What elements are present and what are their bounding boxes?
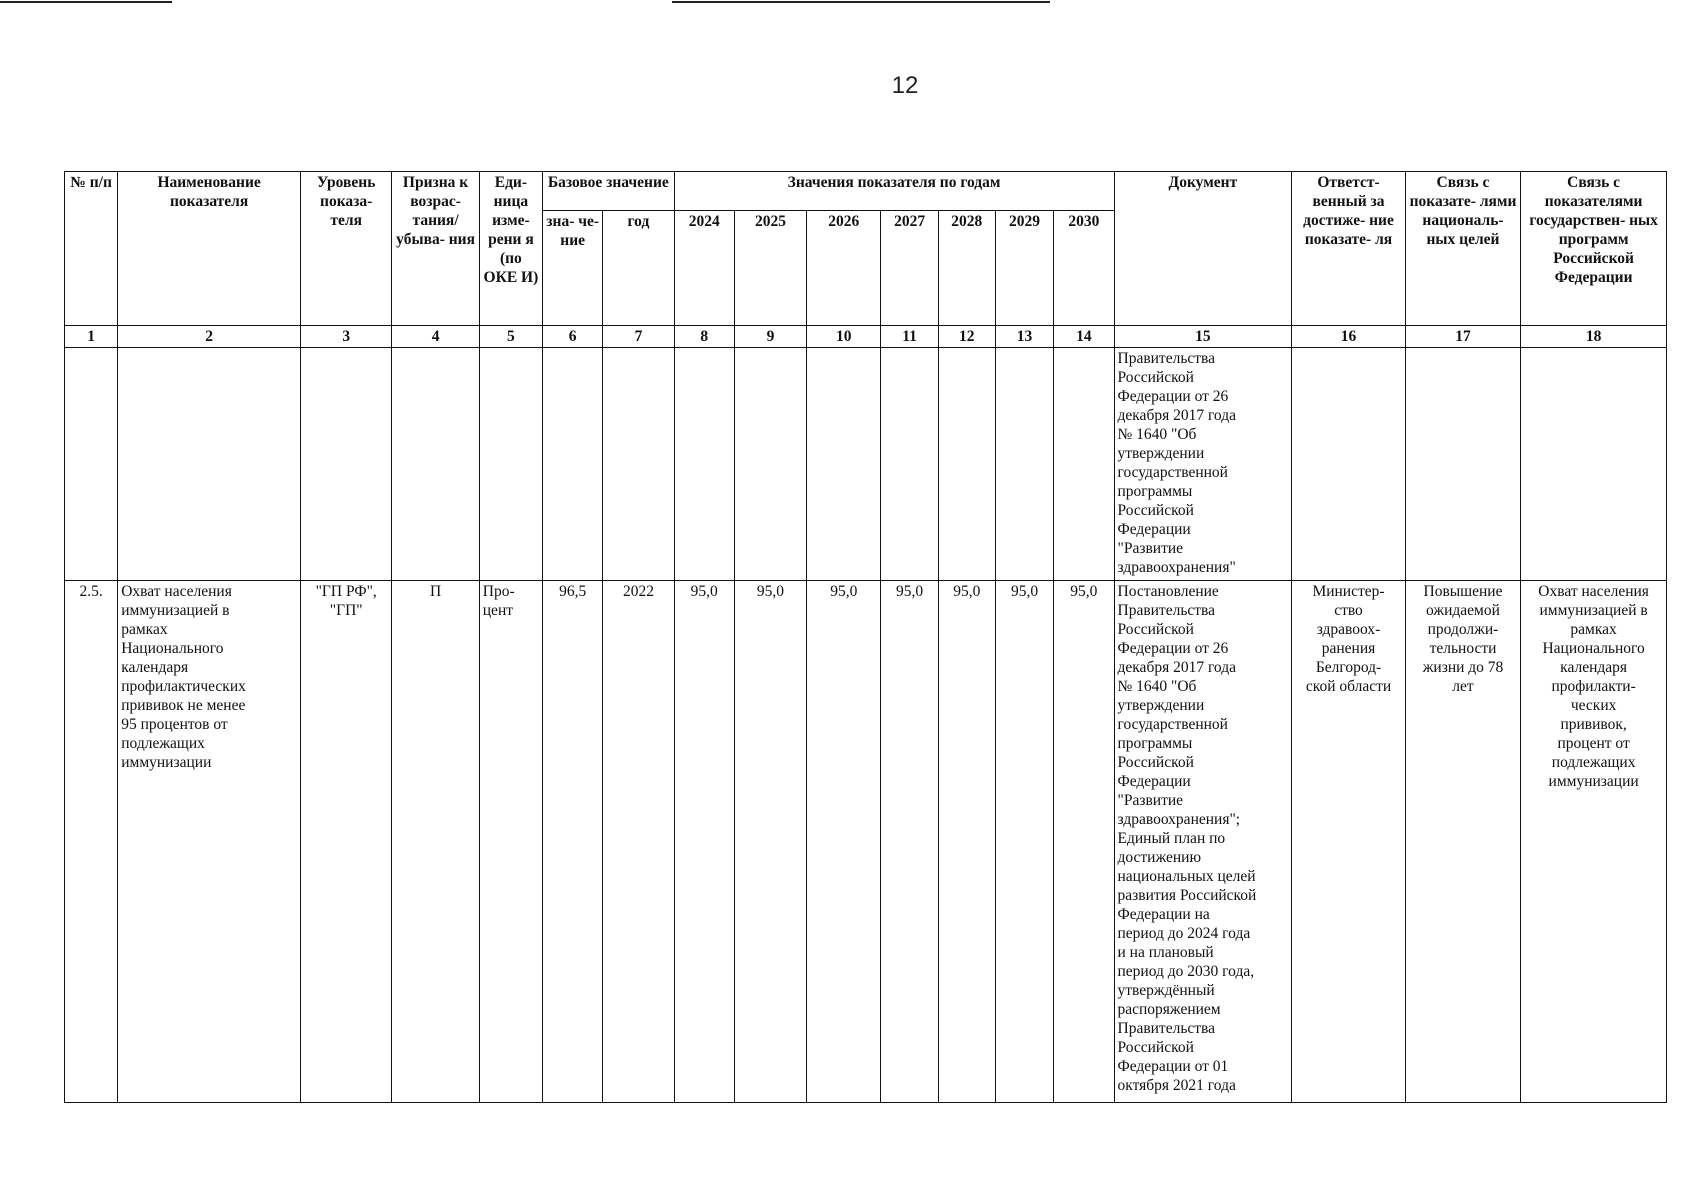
row-unit: Про- цент xyxy=(479,581,542,1103)
row-base-year: 2022 xyxy=(603,581,674,1103)
row-base-value: 96,5 xyxy=(543,581,603,1103)
row-name: Охват населения иммунизацией в рамках Национального календаря профилактических прививок не менее 95 процентов от подлежащих иммунизации xyxy=(118,581,301,1103)
row-state: Охват населения иммунизацией в рамках Национального календаря профилакти- ческих прививок, процент от подлежащих иммунизации xyxy=(1521,581,1667,1103)
column-number: 4 xyxy=(392,326,479,348)
header-year: 2025 xyxy=(734,211,806,326)
row-value: 95,0 xyxy=(881,581,938,1103)
row-level xyxy=(301,348,392,581)
row-value xyxy=(881,348,938,581)
column-number: 5 xyxy=(479,326,542,348)
row-base-value xyxy=(543,348,603,581)
column-number: 14 xyxy=(1054,326,1114,348)
column-number: 3 xyxy=(301,326,392,348)
row-value: 95,0 xyxy=(995,581,1053,1103)
column-number: 8 xyxy=(674,326,734,348)
column-number: 1 xyxy=(65,326,118,348)
header-col-responsible: Ответст- венный за достиже- ние показате- ля xyxy=(1292,172,1405,326)
table-row-continuation xyxy=(65,348,1667,581)
header-col-unit: Еди- ница изме- рени я (по ОКЕ И) xyxy=(479,172,542,326)
row-document: Правительства Российской Федерации от 26 декабря 2017 года № 1640 "Об утверждении государственной программы Российской Федерации "Развитие здравоохранения" xyxy=(1114,348,1292,581)
header-col-national: Связь с показате- лями националь- ных целей xyxy=(1405,172,1520,326)
column-number: 7 xyxy=(603,326,674,348)
row-level: "ГП РФ", "ГП" xyxy=(301,581,392,1103)
row-state xyxy=(1521,348,1667,581)
column-number: 17 xyxy=(1405,326,1520,348)
scan-edge-line-center xyxy=(672,1,1050,3)
header-year: 2028 xyxy=(938,211,995,326)
header-col-sign: Призна к возрас- тания/ убыва- ния xyxy=(392,172,479,326)
column-number: 2 xyxy=(118,326,301,348)
header-col-document: Документ xyxy=(1114,172,1292,326)
row-responsible xyxy=(1292,348,1405,581)
column-number: 10 xyxy=(807,326,881,348)
table-row-2-5 xyxy=(65,581,1667,1103)
column-number: 13 xyxy=(995,326,1053,348)
row-sign: П xyxy=(392,581,479,1103)
header-row xyxy=(65,172,1667,211)
row-value xyxy=(995,348,1053,581)
header-base-group: Базовое значение xyxy=(543,172,675,211)
header-base-value: зна- че- ние xyxy=(543,211,603,326)
row-value: 95,0 xyxy=(674,581,734,1103)
row-value: 95,0 xyxy=(1054,581,1114,1103)
header-col-num: № п/п xyxy=(65,172,118,326)
header-base-year: год xyxy=(603,211,674,326)
row-document: Постановление Правительства Российской Федерации от 26 декабря 2017 года № 1640 "Об утверждении государственной программы Российской Федерации "Развитие здравоохранения"; Единый план по достижению национальных целей развития Российской Федерации на период до 2024 года и на плановый период до 2030 года, утверждённый распоряжением Правительства Российской Федерации от 01 октября 2021 года xyxy=(1114,581,1292,1103)
header-year: 2029 xyxy=(995,211,1053,326)
scan-edge-line-left xyxy=(0,1,172,3)
row-sign xyxy=(392,348,479,581)
row-responsible: Министер- ство здравоох- ранения Белгород- ской области xyxy=(1292,581,1405,1103)
indicators-table xyxy=(64,171,1667,1103)
row-num xyxy=(65,348,118,581)
column-number: 12 xyxy=(938,326,995,348)
header-year: 2024 xyxy=(674,211,734,326)
column-number: 18 xyxy=(1521,326,1667,348)
row-value xyxy=(807,348,881,581)
row-value: 95,0 xyxy=(938,581,995,1103)
row-value xyxy=(734,348,806,581)
row-national: Повышение ожидаемой продолжи- тельности жизни до 78 лет xyxy=(1405,581,1520,1103)
row-value xyxy=(1054,348,1114,581)
row-value: 95,0 xyxy=(807,581,881,1103)
column-number-row xyxy=(65,326,1667,348)
header-col-state: Связь с показателями государствен- ных программ Российской Федерации xyxy=(1521,172,1667,326)
column-number: 11 xyxy=(881,326,938,348)
row-name xyxy=(118,348,301,581)
header-year: 2026 xyxy=(807,211,881,326)
row-national xyxy=(1405,348,1520,581)
header-col-name: Наименование показателя xyxy=(118,172,301,326)
header-col-level: Уровень показа- теля xyxy=(301,172,392,326)
row-value xyxy=(938,348,995,581)
row-base-year xyxy=(603,348,674,581)
header-year: 2030 xyxy=(1054,211,1114,326)
column-number: 6 xyxy=(543,326,603,348)
row-value: 95,0 xyxy=(734,581,806,1103)
column-number: 15 xyxy=(1114,326,1292,348)
row-unit xyxy=(479,348,542,581)
row-value xyxy=(674,348,734,581)
page-number: 12 xyxy=(891,72,919,99)
header-year: 2027 xyxy=(881,211,938,326)
column-number: 16 xyxy=(1292,326,1405,348)
column-number: 9 xyxy=(734,326,806,348)
row-num: 2.5. xyxy=(65,581,118,1103)
header-years-group: Значения показателя по годам xyxy=(674,172,1114,211)
